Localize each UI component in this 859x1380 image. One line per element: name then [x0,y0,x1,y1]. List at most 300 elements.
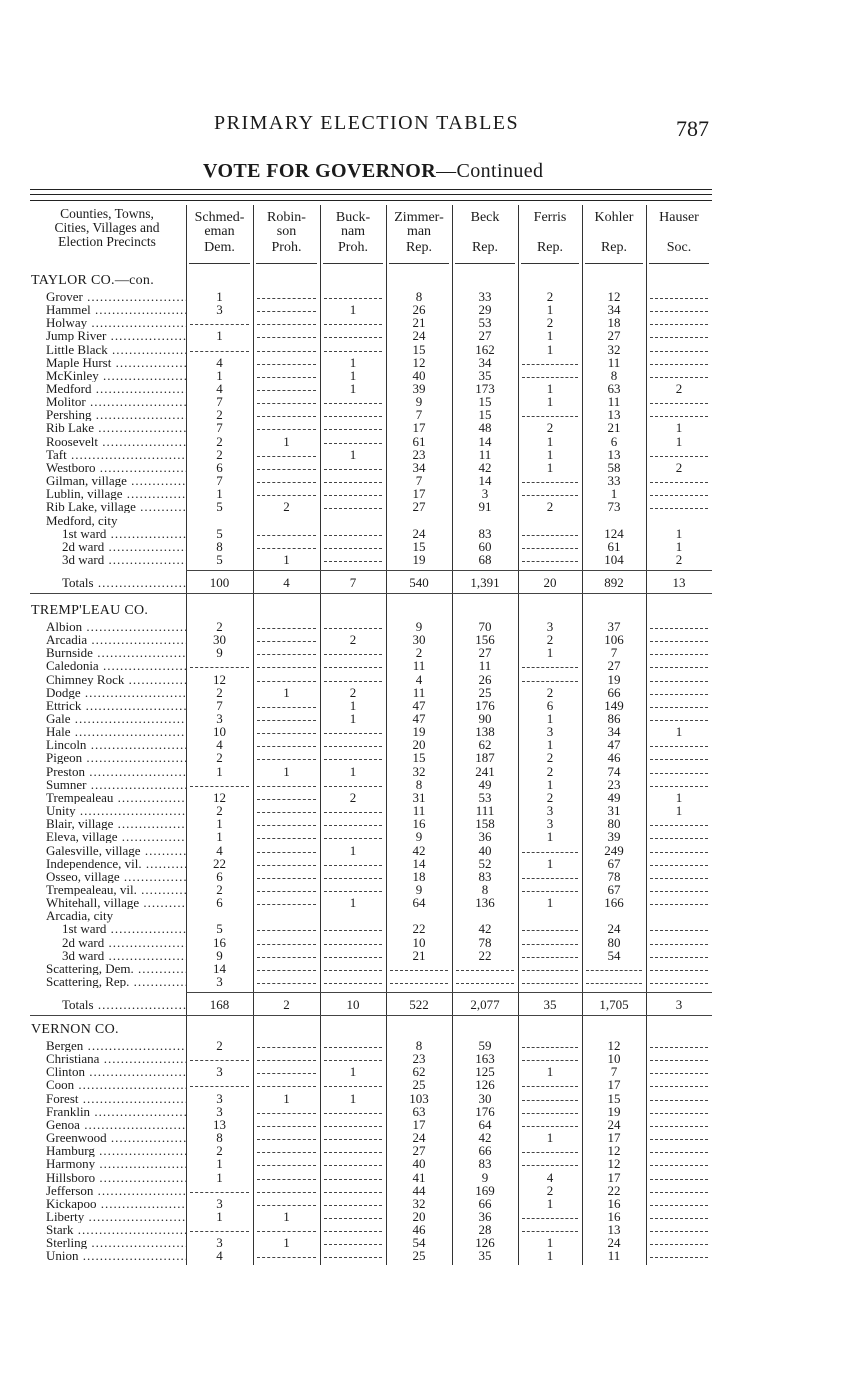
column-header-underline [455,263,515,264]
table-row [0,553,859,566]
vote-cell [646,343,712,356]
page-header-title: PRIMARY ELECTION TABLES [214,112,520,134]
precinct-name [46,686,186,699]
vote-cell: 4 [546,1170,554,1185]
precinct-name-text: Rib Lake [46,421,95,434]
vote-cell: 14 [478,473,492,488]
vote-cell: 18 [412,869,426,884]
vote-cell [646,738,712,751]
vote-cell: 20 [412,1209,426,1224]
vote-cell: 24 [607,921,621,936]
precinct-name [46,909,186,922]
table-row [0,316,859,329]
vote-cell [582,975,646,988]
totals-label [62,576,186,589]
precinct-name-text: 1st ward [62,527,107,540]
table-row [0,844,859,857]
precinct-name-text: Medford [46,382,92,395]
precinct-name-text: Lublin, village [46,487,123,500]
vote-cell: 126 [475,1235,495,1250]
vote-cell [518,540,582,553]
vote-cell: 63 [607,381,621,396]
vote-cell: 2 [546,790,554,805]
vote-cell: 2 [216,1038,223,1053]
vote-cell: 9 [415,882,423,897]
top-double-rule-1 [30,189,712,190]
precinct-name [46,962,186,975]
vote-cell [320,316,386,329]
table-row [0,909,859,922]
table-row [0,421,859,434]
vote-cell: 25 [412,1248,426,1263]
precinct-name-text: 2d ward [62,540,105,553]
candidate-party: Proh. [271,240,302,255]
precinct-name-text: Liberty [46,1210,85,1223]
vote-cell: 5 [216,526,223,541]
vote-cell: 27 [607,658,621,673]
vote-cell [320,1118,386,1131]
table-row [0,356,859,369]
vote-cell [646,830,712,843]
vote-cell: 1 [546,711,554,726]
totals-label [62,998,186,1011]
vote-cell [253,408,320,421]
table-row [0,686,859,699]
vote-cell [320,1210,386,1223]
vote-cell: 22 [607,1183,621,1198]
table-row [0,474,859,487]
vote-cell: 27 [478,328,492,343]
precinct-name-text: Trempealeau, vil. [46,883,137,896]
vote-cell [452,962,518,975]
column-header-underline [389,263,449,264]
vote-cell: 187 [475,750,495,765]
vote-cell: 12 [607,1038,621,1053]
precinct-name [46,712,186,725]
precinct-name-text: Christiana [46,1052,100,1065]
vote-cell [646,500,712,513]
table-row [0,448,859,461]
precinct-name-text: Lincoln [46,738,87,751]
vote-cell [320,461,386,474]
vote-cell: 25 [478,685,492,700]
vote-cell: 11 [412,685,426,700]
table-row [0,975,859,988]
vote-cell [646,1052,712,1065]
precinct-name-text: Maple Hurst [46,356,112,369]
vote-cell [646,487,712,500]
vote-cell: 2 [546,685,554,700]
vote-cell [253,791,320,804]
vote-cell: 21 [607,420,621,435]
top-single-rule [30,200,712,201]
vote-cell [320,962,386,975]
vote-cell: 1 [283,1209,290,1224]
vote-cell: 52 [478,856,492,871]
vote-cell: 1 [349,698,357,713]
vote-cell [646,1236,712,1249]
vote-cell [646,896,712,909]
vote-cell [518,1039,582,1052]
table-row [0,408,859,421]
precinct-name-text: Preston [46,765,85,778]
vote-cell [320,474,386,487]
precinct-name [46,883,186,896]
vote-cell: 1 [283,764,290,779]
vote-cell: 19 [607,1104,621,1119]
precinct-name [46,870,186,883]
precinct-name [46,725,186,738]
vote-cell: 30 [412,632,426,647]
total-cell: 892 [604,575,624,590]
vote-cell [186,1078,253,1091]
vote-cell: 2 [349,790,357,805]
precinct-name-text: Harmony [46,1157,96,1170]
column-header-underline [189,263,250,264]
vote-cell: 2 [216,619,223,634]
total-cell: 522 [409,997,429,1012]
vote-cell [253,1118,320,1131]
vote-cell: 2 [546,420,554,435]
vote-cell: 1 [546,1235,554,1250]
candidate-name: Buck- [335,210,371,225]
vote-cell: 1 [349,843,357,858]
precinct-name [46,1171,186,1184]
vote-cell: 44 [412,1183,426,1198]
vote-cell: 13 [607,1222,621,1237]
vote-cell: 2 [216,407,223,422]
vote-cell [646,765,712,778]
total-cell: 4 [283,575,290,590]
precinct-name-text: Sterling [46,1236,88,1249]
vote-cell: 2 [546,499,554,514]
vote-cell [646,1118,712,1131]
vote-cell: 1 [216,1170,223,1185]
vote-cell: 40 [412,368,426,383]
vote-cell: 1 [546,1196,554,1211]
vote-cell [646,1065,712,1078]
table-row [0,962,859,975]
vote-cell: 49 [607,790,621,805]
totals-label-text: Totals [62,576,94,589]
table-row [0,804,859,817]
totals-label-text: Totals [62,998,94,1011]
precinct-name [62,936,186,949]
vote-cell: 27 [478,645,492,660]
vote-cell [646,1197,712,1210]
precinct-name [62,922,186,935]
table-title-main: VOTE FOR GOVERNOR [203,160,437,182]
table-row [0,1210,859,1223]
vote-cell: 6 [216,895,223,910]
table-row [0,791,859,804]
table-row [0,1249,859,1262]
precinct-name [46,804,186,817]
vote-cell: 1 [546,302,554,317]
vote-cell: 66 [478,1143,492,1158]
vote-cell [253,830,320,843]
vote-cell: 3 [216,1091,223,1106]
precinct-name-text: Kickapoo [46,1197,97,1210]
candidate-column-header [386,211,452,261]
vote-cell: 10 [213,724,226,739]
vote-cell: 163 [475,1051,495,1066]
vote-cell: 47 [607,737,621,752]
vote-cell: 83 [478,526,492,541]
precinct-name [62,553,186,566]
vote-cell [320,421,386,434]
vote-cell: 1 [216,368,223,383]
vote-cell [320,725,386,738]
vote-cell [320,857,386,870]
vote-cell: 4 [216,355,223,370]
precinct-name-text: Albion [46,620,83,633]
table-row [0,1184,859,1197]
vote-cell [320,1236,386,1249]
vote-cell [320,1197,386,1210]
vote-cell: 1 [283,552,290,567]
vote-cell [253,329,320,342]
precinct-name-text: Gale [46,712,71,725]
vote-cell [253,343,320,356]
precinct-name-text: Grover [46,290,83,303]
vote-cell: 1 [349,711,357,726]
vote-cell: 2 [546,632,554,647]
vote-cell: 4 [216,843,223,858]
table-row [0,1118,859,1131]
precinct-name-text: Coon [46,1078,75,1091]
vote-cell [253,382,320,395]
vote-cell: 8 [415,1038,423,1053]
vote-cell: 15 [412,539,426,554]
table-row [0,1197,859,1210]
precinct-name [46,461,186,474]
table-row [0,883,859,896]
totals-rule [186,992,712,993]
precinct-name-text: Trempealeau [46,791,114,804]
vote-cell: 22 [478,948,492,963]
vote-cell [253,738,320,751]
county-heading: VERNON CO. [31,1022,119,1037]
total-cell: 7 [349,575,357,590]
vote-cell [253,316,320,329]
table-row [0,620,859,633]
precinct-name [46,857,186,870]
vote-cell: 156 [475,632,495,647]
vote-cell: 23 [412,1051,426,1066]
vote-cell: 1 [283,434,290,449]
total-cell: 35 [543,997,557,1012]
vote-cell: 7 [415,473,423,488]
precinct-name-text: Chimney Rock [46,673,125,686]
precinct-name-text: Galesville, village [46,844,141,857]
vote-cell [320,659,386,672]
vote-cell: 40 [412,1156,426,1171]
vote-cell: 249 [604,843,624,858]
precinct-name-text: Clinton [46,1065,86,1078]
totals-row [0,576,859,589]
table-row [0,699,859,712]
precinct-name [46,751,186,764]
table-row [0,765,859,778]
precinct-name-text: Rib Lake, village [46,500,136,513]
vote-cell: 13 [607,447,621,462]
vote-cell: 62 [478,737,492,752]
vote-cell: 68 [478,552,492,567]
total-cell: 13 [672,575,686,590]
total-cell: 540 [409,575,429,590]
candidate-party: Soc. [666,240,692,255]
candidate-column-header [253,211,320,261]
vote-cell: 22 [213,856,226,871]
precinct-name-text: Holway [46,316,88,329]
vote-cell: 66 [607,685,621,700]
table-row [0,751,859,764]
table-title-continued: —Continued [436,160,544,182]
precinct-name [46,435,186,448]
vote-cell: 15 [478,394,492,409]
vote-cell: 42 [478,460,492,475]
candidate-column-header [582,211,646,261]
precinct-name [46,1065,186,1078]
vote-cell: 3 [216,1064,223,1079]
vote-cell: 1 [675,803,683,818]
vote-cell: 2 [216,434,223,449]
vote-cell [518,949,582,962]
vote-cell: 42 [478,921,492,936]
vote-cell [518,474,582,487]
vote-cell: 1 [216,829,223,844]
table-row [0,646,859,659]
vote-cell: 12 [607,1143,621,1158]
vote-cell [320,487,386,500]
vote-cell [646,1210,712,1223]
precinct-name [46,487,186,500]
vote-cell: 2 [546,315,554,330]
vote-cell [646,329,712,342]
vote-cell: 16 [213,935,226,950]
vote-cell [518,975,582,988]
vote-cell: 1 [216,486,223,501]
vote-cell: 66 [478,1196,492,1211]
vote-cell: 36 [478,829,492,844]
precinct-name [46,659,186,672]
vote-cell: 12 [412,355,426,370]
vote-cell: 32 [607,342,621,357]
table-row [0,857,859,870]
vote-cell: 4 [216,737,223,752]
vote-cell: 2 [546,1183,554,1198]
table-row [0,1105,859,1118]
vote-cell: 24 [412,328,426,343]
vote-cell [320,1105,386,1118]
table-row [0,778,859,791]
vote-cell: 1 [546,460,554,475]
vote-cell: 73 [607,499,621,514]
vote-cell: 34 [607,302,621,317]
vote-cell: 7 [216,698,223,713]
vote-cell [253,395,320,408]
precinct-name-text: Burnside [46,646,93,659]
vote-cell: 138 [475,724,495,739]
vote-cell: 3 [546,803,554,818]
vote-cell [186,659,253,672]
vote-cell: 32 [412,764,426,779]
total-cell: 1,705 [599,997,629,1012]
vote-cell [253,975,320,988]
precinct-name-text: Westboro [46,461,96,474]
vote-cell [320,646,386,659]
vote-cell: 9 [216,645,223,660]
candidate-name: Schmed- [194,210,245,225]
vote-cell: 62 [412,1064,426,1079]
vote-cell: 1 [216,289,223,304]
table-title [203,160,543,183]
precinct-name [62,540,186,553]
vote-cell: 41 [412,1170,426,1185]
vote-cell: 3 [546,619,554,634]
vote-cell: 29 [478,302,492,317]
vote-cell [320,1078,386,1091]
vote-cell: 78 [478,935,492,950]
vote-cell: 176 [475,698,495,713]
precinct-name-text: Little Black [46,343,108,356]
vote-cell [320,553,386,566]
vote-cell: 46 [412,1222,426,1237]
vote-cell: 31 [412,790,426,805]
vote-cell: 19 [412,552,426,567]
vote-cell: 74 [607,764,621,779]
vote-cell [253,659,320,672]
candidate-party: Proh. [338,240,368,255]
precinct-name-text: Gilman, village [46,474,127,487]
vote-cell: 1 [675,539,683,554]
vote-cell: 9 [216,948,223,963]
vote-cell: 64 [412,895,426,910]
candidate-name: Zimmer- [394,210,444,225]
vote-cell [646,1131,712,1144]
vote-cell: 91 [478,499,492,514]
vote-cell [253,356,320,369]
counties-column-header [30,207,184,249]
precinct-name-text: Sumner [46,778,87,791]
vote-cell: 106 [604,632,624,647]
precinct-name [46,1223,186,1236]
vote-cell [646,1184,712,1197]
table-row [0,817,859,830]
precinct-name [46,1078,186,1091]
vote-cell [646,1157,712,1170]
vote-cell [646,395,712,408]
vote-cell: 1 [546,777,554,792]
vote-cell [386,962,452,975]
vote-cell: 46 [607,750,621,765]
precinct-name-text: Pershing [46,408,92,421]
candidate-column-header [320,211,386,261]
vote-cell [386,975,452,988]
vote-cell: 26 [478,672,492,687]
vote-cell: 11 [478,658,492,673]
vote-cell: 1 [546,381,554,396]
vote-cell [646,751,712,764]
vote-cell: 49 [478,777,492,792]
candidate-party: Rep. [600,240,628,255]
precinct-name-text: Scattering, Dem. [46,962,134,975]
vote-cell [253,857,320,870]
vote-cell [646,1105,712,1118]
table-row [0,303,859,316]
vote-cell: 47 [412,711,426,726]
